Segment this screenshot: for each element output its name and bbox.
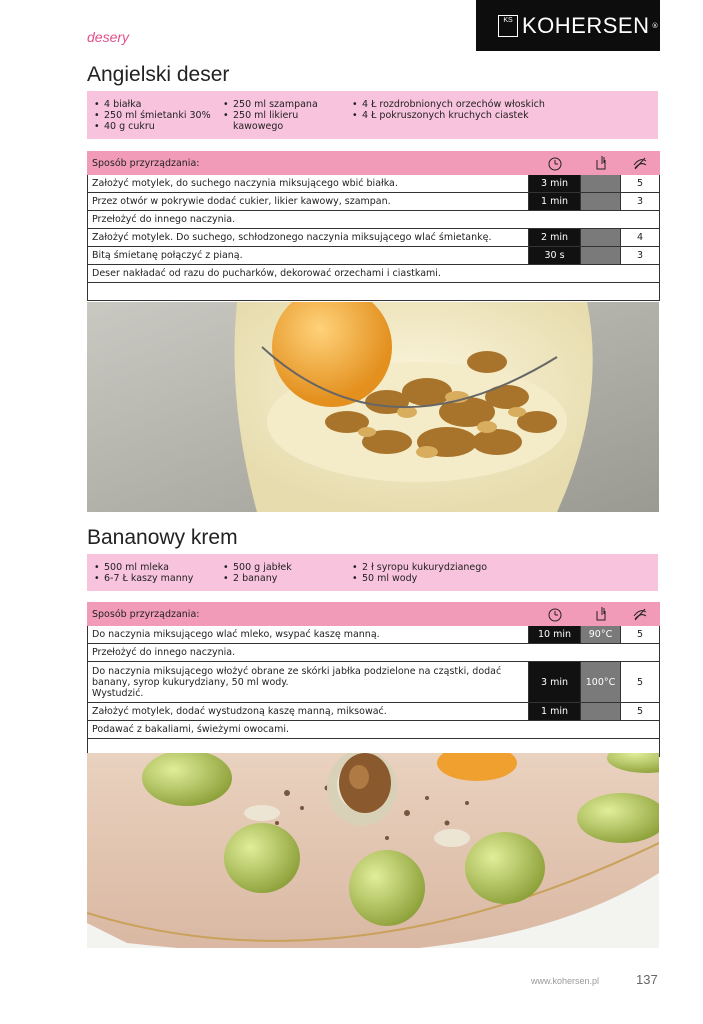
step-text: Do naczynia miksującego wlać mleko, wsypać kaszę manną. xyxy=(88,626,529,644)
timer-icon xyxy=(529,152,581,175)
step-text: Do naczynia miksującego włożyć obrane ze skórki jabłka podzielone na cząstki, dodać banany, syrop kukurydziany, 50 ml wody. Wystudzić. xyxy=(88,662,529,703)
method-step-row xyxy=(88,721,660,739)
step-time: 3 min xyxy=(529,662,581,703)
recipe-title: Angielski deser xyxy=(87,63,230,86)
speed-icon xyxy=(621,152,660,175)
ingredient-item: • 50 ml wody xyxy=(352,573,487,584)
ingredient-item: • 2 ł syropu kukurydzianego xyxy=(352,562,487,573)
method-step-row xyxy=(88,703,660,721)
category-label: desery xyxy=(87,29,130,45)
step-speed: 3 xyxy=(621,247,660,265)
brand-registered: ® xyxy=(651,21,659,30)
step-temperature: 100°C xyxy=(581,662,621,703)
step-text: Przełożyć do innego naczynia. xyxy=(88,644,660,662)
step-text xyxy=(88,283,660,301)
ingredient-item: • 500 ml mleka xyxy=(94,562,193,573)
step-text: Założyć motylek. Do suchego, schłodzonego naczynia miksującego wlać śmietankę. xyxy=(88,229,529,247)
step-time: 2 min xyxy=(529,229,581,247)
step-speed: 5 xyxy=(621,175,660,193)
brand-name: KOHERSEN xyxy=(522,12,650,38)
step-temperature: 90°C xyxy=(581,626,621,644)
step-text: Założyć motylek, do suchego naczynia miksującego wbić białka. xyxy=(88,175,529,193)
step-time: 10 min xyxy=(529,626,581,644)
method-step-row xyxy=(88,283,660,301)
ingredients-column xyxy=(352,562,487,584)
method-label: Sposób przyrządzania: xyxy=(88,152,529,175)
step-temperature xyxy=(581,703,621,721)
ingredient-item: • 250 ml śmietanki 30% xyxy=(94,110,211,121)
brand-mark-icon: KS xyxy=(498,15,518,37)
method-header-row xyxy=(88,603,660,626)
ingredient-item: • 2 banany xyxy=(223,573,292,584)
step-speed: 5 xyxy=(621,703,660,721)
method-table xyxy=(87,151,660,301)
ingredient-item: • 250 ml szampana xyxy=(223,99,323,110)
method-step-row xyxy=(88,644,660,662)
dessert-photo xyxy=(87,753,659,948)
ingredient-item: • 250 ml likieru kawowego xyxy=(223,110,323,132)
temperature-icon xyxy=(581,603,621,626)
ingredients-column xyxy=(223,562,292,584)
method-table xyxy=(87,602,660,757)
step-text: Deser nakładać od razu do pucharków, dekorować orzechami i ciastkami. xyxy=(88,265,660,283)
step-text: Podawać z bakaliami, świeżymi owocami. xyxy=(88,721,660,739)
speed-icon xyxy=(621,603,660,626)
step-time: 1 min xyxy=(529,193,581,211)
method-step-row xyxy=(88,626,660,644)
ingredients-column xyxy=(94,99,211,132)
step-speed: 5 xyxy=(621,662,660,703)
page-number: 137 xyxy=(636,972,658,987)
method-step-row xyxy=(88,175,660,193)
step-temperature xyxy=(581,175,621,193)
method-step-row xyxy=(88,193,660,211)
method-step-row xyxy=(88,211,660,229)
footer-url[interactable]: www.kohersen.pl xyxy=(531,976,600,986)
recipe-title: Bananowy krem xyxy=(87,526,238,549)
ingredients-column xyxy=(94,562,193,584)
step-speed: 4 xyxy=(621,229,660,247)
step-speed: 5 xyxy=(621,626,660,644)
ingredient-item: • 4 Ł pokruszonych kruchych ciastek xyxy=(352,110,545,121)
ingredients-box xyxy=(87,554,658,591)
ingredients-column xyxy=(352,99,545,121)
method-step-row xyxy=(88,662,660,703)
ingredient-item: • 4 białka xyxy=(94,99,211,110)
step-time: 30 s xyxy=(529,247,581,265)
ingredients-column xyxy=(223,99,323,132)
step-text: Przełożyć do innego naczynia. xyxy=(88,211,660,229)
ingredient-item: • 40 g cukru xyxy=(94,121,211,132)
step-temperature xyxy=(581,193,621,211)
step-text: Przez otwór w pokrywie dodać cukier, likier kawowy, szampan. xyxy=(88,193,529,211)
brand-logo xyxy=(476,0,660,51)
step-speed: 3 xyxy=(621,193,660,211)
step-time: 3 min xyxy=(529,175,581,193)
step-temperature xyxy=(581,229,621,247)
step-text: Bitą śmietanę połączyć z pianą. xyxy=(88,247,529,265)
ingredient-item: • 4 Ł rozdrobnionych orzechów włoskich xyxy=(352,99,545,110)
step-temperature xyxy=(581,247,621,265)
method-label: Sposób przyrządzania: xyxy=(88,603,529,626)
timer-icon xyxy=(529,603,581,626)
dessert-photo xyxy=(87,302,659,512)
ingredients-box xyxy=(87,91,658,139)
method-step-row xyxy=(88,247,660,265)
temperature-icon xyxy=(581,152,621,175)
method-step-row xyxy=(88,265,660,283)
method-header-row xyxy=(88,152,660,175)
step-time: 1 min xyxy=(529,703,581,721)
ingredient-item: • 6-7 Ł kaszy manny xyxy=(94,573,193,584)
ingredient-item: • 500 g jabłek xyxy=(223,562,292,573)
step-text: Założyć motylek, dodać wystudzoną kaszę manną, miksować. xyxy=(88,703,529,721)
method-step-row xyxy=(88,229,660,247)
